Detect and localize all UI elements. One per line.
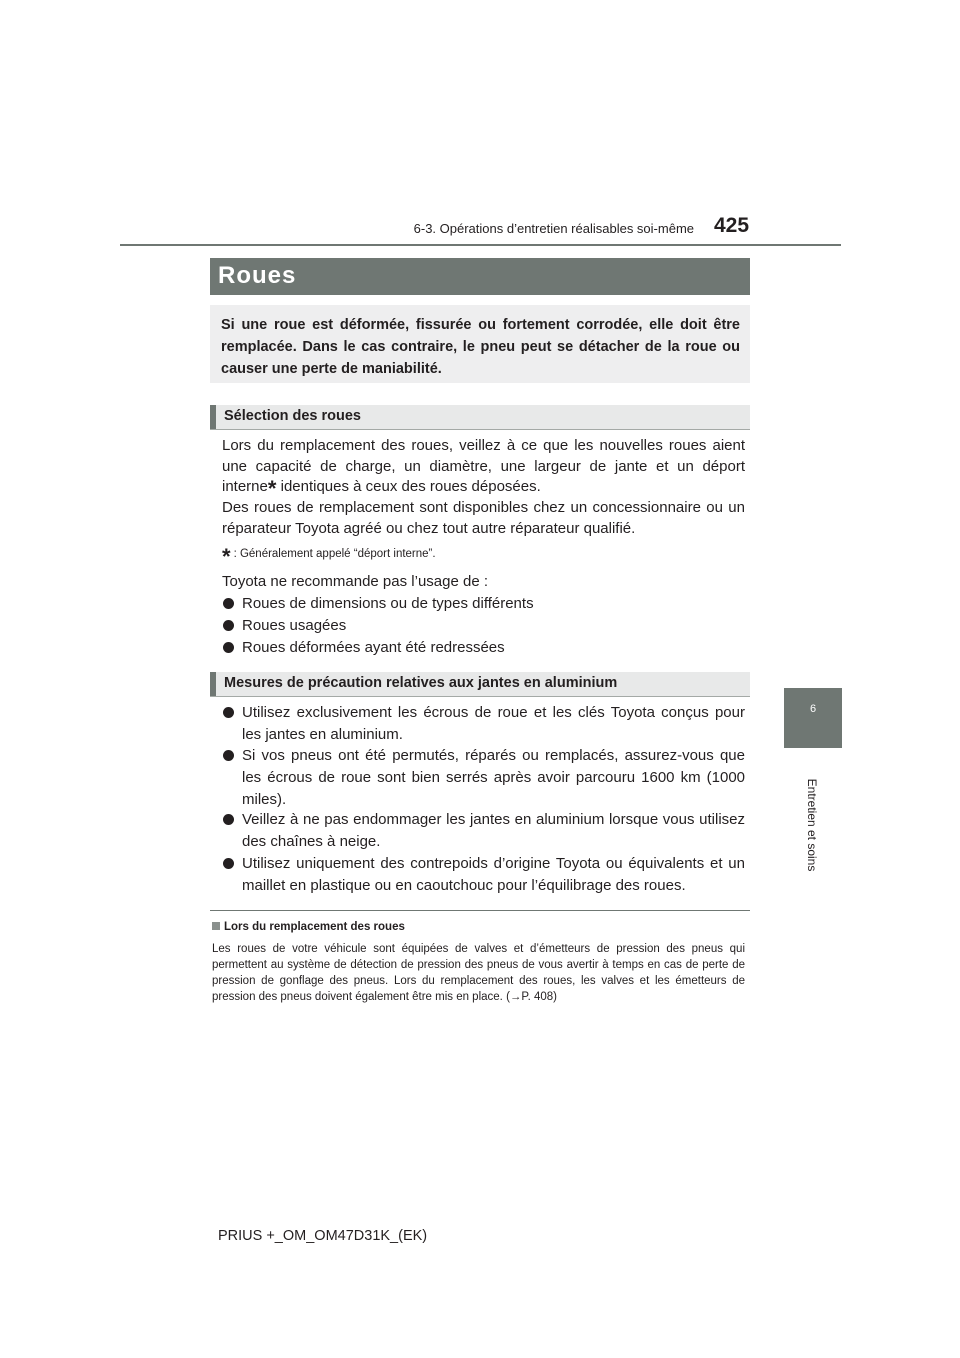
section-heading-wheel-selection <box>210 405 750 430</box>
page-title-bar <box>210 258 750 295</box>
bullet-icon <box>223 814 234 825</box>
section-heading-aluminium-precautions <box>210 672 750 697</box>
list-item-text: Utilisez exclusivement les écrous de roue et les clés Toyota conçus pour les jantes en aluminium. <box>242 704 745 743</box>
intro-box <box>210 305 750 383</box>
footnote-text: : Généralement appelé “déport interne”. <box>233 548 436 560</box>
footnote <box>222 544 745 570</box>
bullet-icon <box>223 598 234 609</box>
document-footer-code: PRIUS +_OM_OM47D31K_(EK) <box>218 1228 428 1244</box>
list-item <box>222 702 745 746</box>
list-item <box>222 853 745 897</box>
page-number: 425 <box>714 214 750 237</box>
list-item <box>222 809 745 853</box>
asterisk-mark: * <box>267 476 277 501</box>
intro-text: Si une roue est déformée, fissurée ou fortement corrodée, elle doit être remplacée. Dans le cas contraire, le pneu peut se détacher de la roue ou causer une perte de maniabilité. <box>221 317 740 377</box>
note-title-text: Lors du remplacement des roues <box>224 921 405 933</box>
list-item-text: Roues usagées <box>242 617 347 634</box>
note-title <box>212 921 405 933</box>
header-rule <box>120 244 841 246</box>
chapter-label: Entretien et soins <box>805 778 819 872</box>
list-item-text: Roues de dimensions ou de types différents <box>242 595 534 612</box>
paragraph-wheel-selection <box>222 436 745 501</box>
paragraph-replacement-availability: Des roues de remplacement sont disponibles chez un concessionnaire ou un réparateur Toyota agréé ou chez tout autre réparateur qualifié. <box>222 499 745 537</box>
footnote-asterisk: * <box>222 544 231 569</box>
paragraph-text-end: identiques à ceux des roues déposées. <box>276 478 541 495</box>
list-item-text: Veillez à ne pas endommager les jantes en aluminium lorsque vous utilisez des chaînes à neige. <box>242 811 745 850</box>
list-item-text: Si vos pneus ont été permutés, réparés ou remplacés, assurez-vous que les écrous de roue sont bien serrés après avoir parcouru 1600 km (1000 miles). <box>242 747 745 808</box>
section-reference: 6-3. Opérations d’entretien réalisables soi-même <box>413 221 694 236</box>
section-heading-text: Sélection des roues <box>224 408 361 424</box>
bullet-icon <box>223 620 234 631</box>
list-item <box>222 637 745 659</box>
page-title: Roues <box>218 262 297 289</box>
square-bullet-icon <box>212 922 220 930</box>
section-heading-text: Mesures de précaution relatives aux jantes en aluminium <box>224 675 618 691</box>
list-item <box>222 615 745 637</box>
paragraph-text: Lors du remplacement des roues, veillez à ce que les nouvelles roues aient une capacité de charge, un diamètre, une largeur de jante et un déport interne <box>222 437 745 495</box>
list-item <box>222 593 745 615</box>
chapter-number: 6 <box>809 703 817 715</box>
list-item-text: Roues déformées ayant été redressées <box>242 639 505 656</box>
bullet-icon <box>223 707 234 718</box>
bullet-icon <box>223 750 234 761</box>
list-item <box>222 745 745 811</box>
bullet-icon <box>223 858 234 869</box>
note-body: Les roues de votre véhicule sont équipées de valves et d’émetteurs de pression des pneus qui permettent au système de détection de pression des pneus de vous avertir à temps en cas de perte de pression de gonflage des pneus. Lors du remplacement des roues, les valves et les émetteurs de pression des pneus doivent également être mis en place. (→P. 408) <box>212 943 745 1003</box>
chapter-tab <box>784 688 842 748</box>
bullet-icon <box>223 642 234 653</box>
list-item-text: Utilisez uniquement des contrepoids d’origine Toyota ou équivalents et un maillet en plastique ou en caoutchouc pour l’équilibrage des roues. <box>242 855 745 894</box>
note-rule <box>210 910 750 911</box>
paragraph-not-recommended: Toyota ne recommande pas l’usage de : <box>222 573 488 590</box>
